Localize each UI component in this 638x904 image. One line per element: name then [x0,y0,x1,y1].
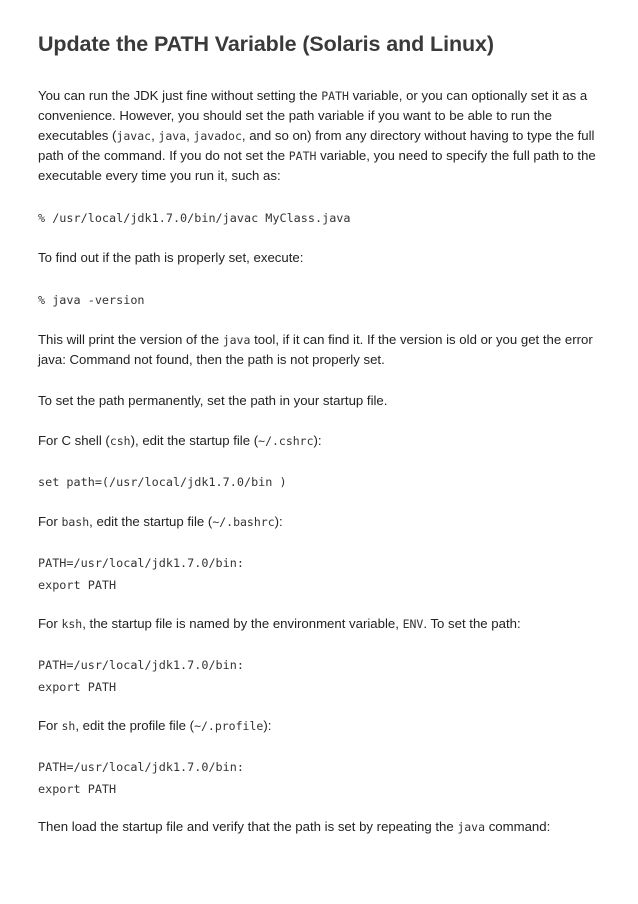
bash-text-1: For [38,514,62,529]
sh-text-2: , edit the profile file ( [75,718,195,733]
verify-text-2: command: [485,819,551,834]
sh-text-3: ): [263,718,272,733]
inline-code-cshrc: ~/.cshrc [258,434,314,448]
csh-text-2: ), edit the startup file ( [130,433,259,448]
inline-code-profile: ~/.profile [194,719,264,733]
intro-text-3: , [151,128,159,143]
code-line: export PATH [38,680,117,694]
code-block-javac [38,207,351,229]
sh-paragraph [38,716,604,736]
inline-code-ksh: ksh [61,617,83,631]
ksh-text-3: . To set the path: [423,616,521,631]
code-line: PATH=/usr/local/jdk1.7.0/bin: [38,556,244,570]
code-block-java-version [38,289,145,311]
bash-text-3: ): [274,514,283,529]
page-title: Update the PATH Variable (Solaris and Linux) [38,32,494,56]
inline-code-sh: sh [61,719,76,733]
code-block-ksh [38,654,244,698]
check-path-paragraph: To find out if the path is properly set, execute: [38,250,304,265]
inline-code-java: java [457,820,486,834]
code-line: % java -version [38,293,145,307]
inline-code-bash: bash [61,515,90,529]
code-line: PATH=/usr/local/jdk1.7.0/bin: [38,760,244,774]
ksh-paragraph [38,614,604,634]
code-line: export PATH [38,782,117,796]
csh-text-1: For C shell ( [38,433,110,448]
intro-text-1: You can run the JDK just fine without setting the [38,88,322,103]
ksh-text-2: , the startup file is named by the environment variable, [82,616,403,631]
bash-text-2: , edit the startup file ( [89,514,213,529]
code-line: PATH=/usr/local/jdk1.7.0/bin: [38,658,244,672]
inline-code-path-2: PATH [288,149,317,163]
code-line: export PATH [38,578,117,592]
verify-paragraph [38,817,604,837]
inline-code-csh: csh [109,434,131,448]
inline-code-bashrc: ~/.bashrc [212,515,275,529]
inline-code-path: PATH [321,89,349,103]
inline-code-javadoc: javadoc [193,129,242,143]
version-text-2: tool, if it can find it. If the version is old or you get the error java: Command not found, then the path is not properly set. [38,332,593,367]
csh-text-3: ): [313,433,322,448]
intro-text-5: , and so on) from any directory without having to type the full path of the command. If you do not set the [38,128,595,163]
intro-text-2: variable, or you can optionally set it as a convenience. However, you should set the path variable if you want to be able to run the executables ( [38,88,588,143]
inline-code-java: java [158,129,187,143]
permanent-path-paragraph: To set the path permanently, set the path in your startup file. [38,393,388,408]
intro-text-6: variable, you need to specify the full path to the executable every time you run it, such as: [38,148,596,183]
code-block-csh [38,471,287,493]
version-text-1: This will print the version of the [38,332,223,347]
intro-text-4: , [186,128,194,143]
sh-text-1: For [38,718,62,733]
code-block-bash [38,552,244,596]
inline-code-env: ENV [402,617,424,631]
version-paragraph [38,330,604,370]
intro-paragraph [38,86,604,186]
code-line: set path=(/usr/local/jdk1.7.0/bin ) [38,475,287,489]
code-block-sh [38,756,244,800]
bash-paragraph [38,512,604,532]
verify-text-1: Then load the startup file and verify that the path is set by repeating the [38,819,458,834]
ksh-text-1: For [38,616,62,631]
inline-code-javac: javac [116,129,152,143]
inline-code-java: java [222,333,251,347]
csh-paragraph [38,431,604,451]
code-line: % /usr/local/jdk1.7.0/bin/javac MyClass.java [38,211,351,225]
